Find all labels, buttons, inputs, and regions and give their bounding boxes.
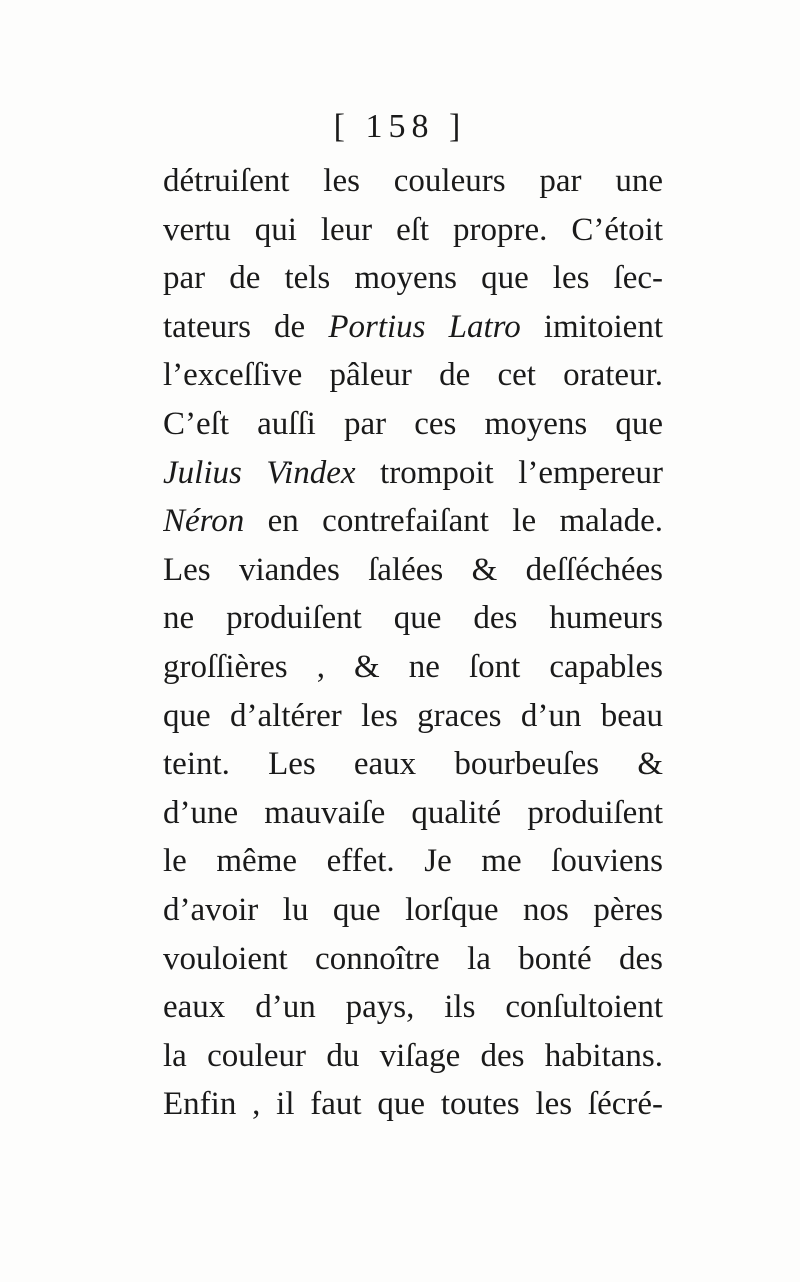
text-segment: eaux d’un pays, ils conſultoient xyxy=(163,989,663,1026)
text-line xyxy=(163,692,663,741)
text-segment: trompoit l’empereur xyxy=(355,454,663,491)
page-number: [ 158 ] xyxy=(333,108,467,145)
text-segment: l’exceſſive pâleur de cet orateur. xyxy=(163,357,663,394)
text-line xyxy=(163,497,663,546)
text-segment: en contrefaiſant le malade. xyxy=(244,503,663,540)
text-line xyxy=(163,400,663,449)
body-text xyxy=(163,157,663,1129)
text-segment: le même effet. Je me ſouviens xyxy=(163,843,663,880)
text-segment: imitoient xyxy=(520,308,663,345)
text-segment: C’eſt auſſi par ces moyens que xyxy=(163,405,663,442)
text-segment: tateurs de xyxy=(163,308,329,345)
text-segment: que d’altérer les graces d’un beau xyxy=(163,697,663,734)
text-line xyxy=(163,157,663,206)
text-line xyxy=(163,1032,663,1081)
text-segment: vertu qui leur eſt propre. C’étoit xyxy=(163,211,663,248)
text-segment: la couleur du viſage des habitans. xyxy=(163,1037,663,1074)
text-line xyxy=(163,983,663,1032)
text-line xyxy=(163,449,663,498)
italic-name: Julius Vindex xyxy=(163,454,356,491)
text-segment: teint. Les eaux bourbeuſes & xyxy=(163,746,663,783)
text-segment: d’une mauvaiſe qualité produiſent xyxy=(163,794,663,831)
text-line xyxy=(163,837,663,886)
text-segment: d’avoir lu que lorſque nos pères xyxy=(163,891,663,928)
text-line xyxy=(163,935,663,984)
text-segment: vouloient connoître la bonté des xyxy=(163,940,663,977)
text-segment: détruiſent les couleurs par une xyxy=(163,163,663,199)
text-line xyxy=(163,303,663,352)
italic-name: Néron xyxy=(163,503,245,540)
text-line xyxy=(163,643,663,692)
text-line xyxy=(163,546,663,595)
text-line xyxy=(163,351,663,400)
text-line xyxy=(163,1080,663,1129)
text-segment: groſſières , & ne ſont capables xyxy=(163,648,663,685)
text-segment: par de tels moyens que les ſec- xyxy=(163,260,663,297)
text-line xyxy=(163,206,663,255)
text-segment: Les viandes ſalées & deſſéchées xyxy=(163,551,663,588)
text-line xyxy=(163,789,663,838)
text-line xyxy=(163,594,663,643)
text-line xyxy=(163,740,663,789)
text-line xyxy=(163,254,663,303)
text-line xyxy=(163,886,663,935)
text-segment: Enfin , il faut que toutes les ſécré- xyxy=(163,1086,663,1123)
italic-name: Portius Latro xyxy=(328,308,521,345)
text-segment: ne produiſent que des humeurs xyxy=(163,600,663,637)
